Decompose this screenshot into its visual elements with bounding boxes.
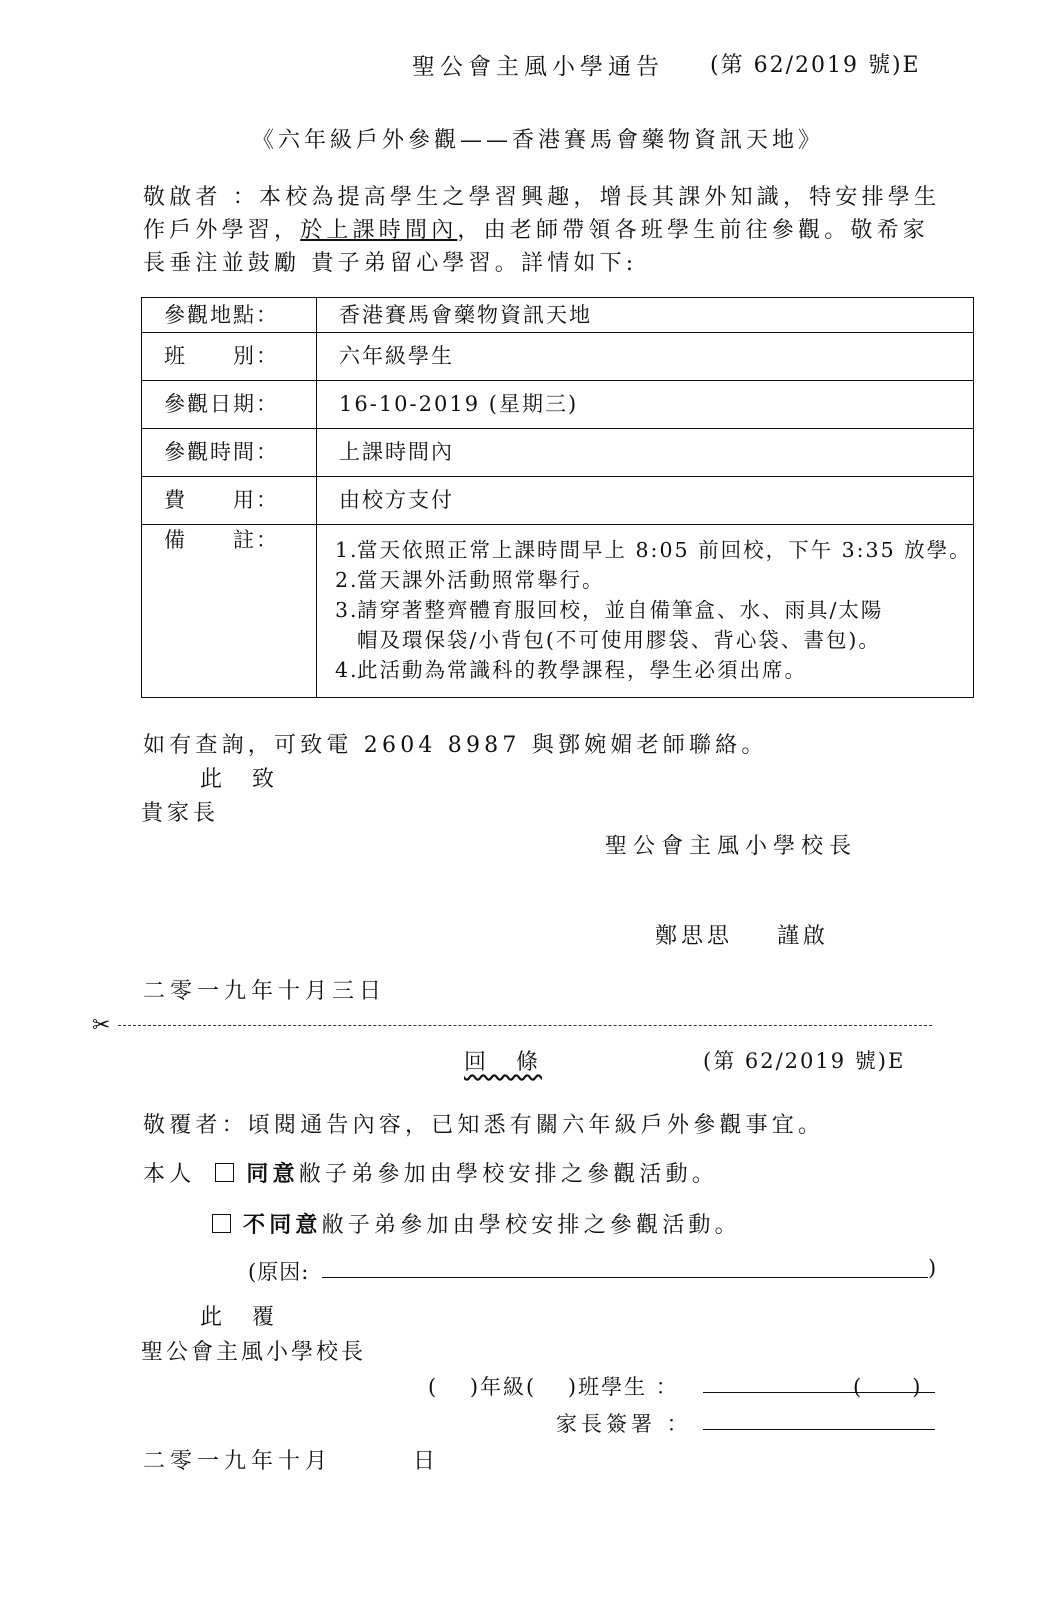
signature-name: 鄭思思: [655, 924, 734, 949]
list-item: [335, 625, 973, 655]
self-label: 本人: [143, 1162, 196, 1187]
list-item: [335, 655, 973, 685]
student-number-paren: ( ): [853, 1375, 924, 1399]
agree-checkbox[interactable]: [215, 1163, 234, 1182]
disagree-label: 不同意: [243, 1212, 322, 1238]
grade-class-label: ( )年級( )班學生 ：: [428, 1375, 679, 1399]
reply-title-text: 回 條: [464, 1050, 543, 1075]
notice-title: 《六年級戶外參觀——香港賽馬會藥物資訊天地》: [252, 128, 825, 153]
reply-date: 二零一九年十月 日: [143, 1449, 441, 1474]
reason-close: ): [928, 1256, 940, 1280]
remark-number: 4.: [335, 658, 359, 682]
table-row: [142, 298, 974, 333]
remarks-list: [317, 525, 973, 685]
remark-number: 2.: [335, 568, 359, 592]
date-label: 參觀日期：: [142, 381, 317, 429]
enquiry-text: 如有查詢，可致電 2604 8987 與鄧婉媚老師聯絡。: [143, 733, 768, 758]
intro-line-2-pre: 作戶外學習，: [143, 218, 301, 243]
parent-sign-label: 家長簽署 ：: [556, 1412, 692, 1436]
reply-number: (第 62/2019 號)E: [703, 1049, 906, 1073]
remark-text: 請穿著整齊體育服回校，並自備筆盒、水、雨具/太陽: [357, 598, 884, 622]
disagree-row: [192, 1208, 741, 1239]
fee-label: 費 用：: [142, 477, 317, 525]
agree-label: 同意: [246, 1161, 299, 1187]
reason-input-line[interactable]: [322, 1277, 928, 1278]
notice-date: 二零一九年十月三日: [143, 979, 387, 1004]
location-label: 參觀地點：: [142, 298, 317, 333]
scissors-icon: ✂: [92, 1013, 111, 1038]
disagree-text: 敝子弟參加由學校安排之參觀活動。: [321, 1213, 741, 1238]
intro-line-2-post: ，由老師帶領各班學生前往參觀。敬希家: [457, 218, 930, 243]
intro-line-1: 敬啟者 ：本校為提高學生之學習興趣，增長其課外知識，特安排學生: [143, 185, 941, 210]
list-item: [335, 535, 973, 565]
class-value: 六年級學生: [317, 333, 974, 381]
addressee: 貴家長: [141, 801, 220, 826]
remark-text: 帽及環保袋/小背包(不可使用膠袋、背心袋、書包)。: [357, 628, 881, 652]
notice-number: (第 62/2019 號)E: [710, 53, 921, 78]
reply-closing: 此 覆: [200, 1305, 279, 1330]
table-row: [142, 477, 974, 525]
table-row: [142, 525, 974, 698]
cut-line: [118, 1025, 932, 1026]
list-item: [335, 595, 973, 625]
notice-header-title: 聖公會主風小學通告: [412, 54, 664, 80]
disagree-checkbox[interactable]: [212, 1214, 231, 1233]
remarks-label: 備 註：: [142, 525, 317, 698]
reply-addressee: 聖公會主風小學校長: [141, 1340, 367, 1365]
remark-text: 當天依照正常上課時間早上 8:05 前回校，下午 3:35 放學。: [357, 538, 972, 562]
remarks-cell: [317, 525, 974, 698]
closing-salutation: 此 致: [200, 767, 279, 792]
intro-line-3: 長垂注並鼓勵 貴子弟留心學習。詳情如下:: [143, 251, 638, 276]
signature-word: 謹啟: [777, 924, 830, 949]
principal-title: 聖公會主風小學校長: [605, 834, 858, 859]
agree-text: 敝子弟參加由學校安排之參觀活動。: [298, 1162, 719, 1187]
reply-title: [464, 1045, 542, 1076]
remark-number: 3.: [335, 598, 359, 622]
table-row: [142, 429, 974, 477]
intro-underlined-text: 於上課時間內: [300, 218, 458, 243]
class-label: 班 別：: [142, 333, 317, 381]
location-value: 香港賽馬會藥物資訊天地: [317, 298, 974, 333]
time-label: 參觀時間：: [142, 429, 317, 477]
intro-line-2: [143, 213, 929, 244]
fee-value: 由校方支付: [317, 477, 974, 525]
list-item: [335, 565, 973, 595]
remark-text: 當天課外活動照常舉行。: [357, 568, 605, 592]
time-value: 上課時間內: [317, 429, 974, 477]
table-row: [142, 381, 974, 429]
parent-signature-line[interactable]: [703, 1429, 935, 1430]
remark-number: 1.: [335, 538, 359, 562]
agree-row: [143, 1157, 718, 1188]
reason-open: (原因:: [248, 1260, 310, 1284]
date-value: 16-10-2019 (星期三): [317, 381, 974, 429]
table-row: [142, 333, 974, 381]
remark-text: 此活動為常識科的教學課程，學生必須出席。: [357, 658, 807, 682]
details-table: [141, 297, 974, 698]
reply-acknowledgement: 敬覆者：頃閱通告內容，已知悉有關六年級戶外參觀事宜。: [143, 1113, 825, 1138]
